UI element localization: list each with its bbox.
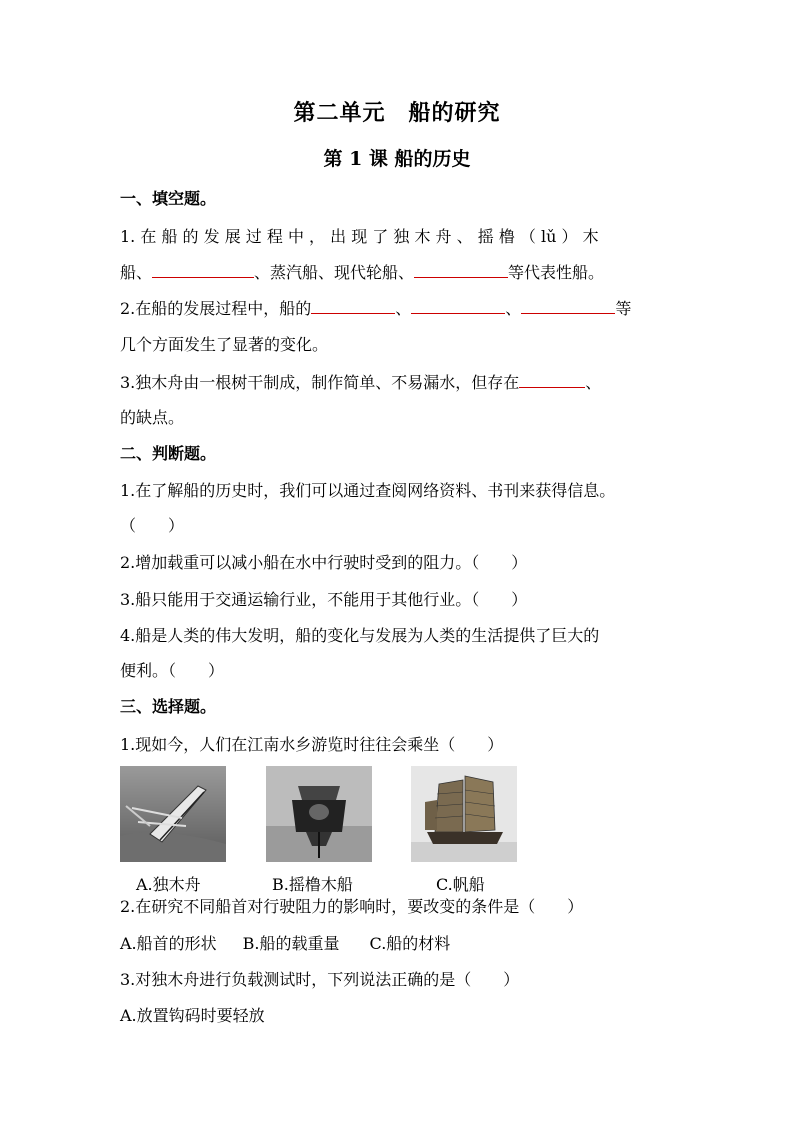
judge-q1-line1: 1.在了解船的历史时，我们可以通过查阅网络资料、书刊来获得信息。 [120,481,616,500]
fill-q3-blank-1[interactable] [519,371,585,388]
sailing-junk-photo [411,766,517,862]
fill-q2-sep-1: 、 [395,299,412,318]
fill-q2-blank-3[interactable] [521,297,615,314]
fill-q1-blank-1[interactable] [152,261,254,278]
choice-q3: 3.对独木舟进行负载测试时，下列说法正确的是（ ） [120,970,520,989]
judge-q4-line2: 便利。（ ） [120,661,225,680]
fill-q1-text: 1. 在 船 的 发 展 过 程 中 ， 出 现 了 独 木 舟 、 摇 橹 （ lǔ ） 木 [120,227,599,246]
judge-q3: 3.船只能用于交通运输行业，不能用于其他行业。（ ） [120,590,528,609]
fill-q3-part-a: 3.独木舟由一根树干制成，制作简单、不易漏水，但存在 [120,373,520,392]
canoe-photo [120,766,226,862]
judge-q1-answer-bracket[interactable]: （ ） [120,516,185,535]
fill-q1-blank-2[interactable] [414,261,508,278]
fill-q2-sep-2: 、 [505,299,522,318]
fill-q3-end: 、 [585,373,602,392]
sculling-boat-photo [266,766,372,862]
fill-q1-line2 [120,260,604,283]
judge-q2: 2.增加载重可以减小船在水中行驶时受到的阻力。（ ） [120,553,528,572]
lesson-title: 第 1 课 船的历史 [323,148,471,170]
judge-q4-line1: 4.船是人类的伟大发明，船的变化与发展为人类的生活提供了巨大的 [120,626,600,645]
fill-q2-end: 等 [615,299,632,318]
fill-q2-line2: 几个方面发生了显著的变化。 [120,335,329,354]
choice-q2-option-c[interactable]: C.船的材料 [369,934,451,953]
fill-q1-part-b: 、蒸汽船、现代轮船、 [254,263,415,282]
fill-q1-line1 [120,224,675,247]
page-title: 第二单元 船的研究 [293,100,501,126]
choice-q3-option-a[interactable]: A.放置钩码时要轻放 [120,1006,265,1025]
section-judge-heading: 二、判断题。 [120,444,217,463]
fill-q2-blank-2[interactable] [411,297,505,314]
choice-q1-option-a[interactable]: A.独木舟 [136,875,201,894]
fill-q2-part-a: 2.在船的发展过程中，船的 [120,299,312,318]
choice-q1-option-c[interactable]: C.帆船 [436,875,485,894]
fill-q3-line1 [120,370,601,393]
fill-q1-part-a: 船、 [120,263,153,282]
fill-q2-blank-1[interactable] [311,297,395,314]
choice-q1: 1.现如今，人们在江南水乡游览时往往会乘坐（ ） [120,735,504,754]
fill-q3-line2: 的缺点。 [120,408,185,427]
choice-q2-option-b[interactable]: B.船的载重量 [242,934,340,953]
choice-q2: 2.在研究不同船首对行驶阻力的影响时，要改变的条件是（ ） [120,897,584,916]
choice-q2-option-a[interactable]: A.船首的形状 [120,934,217,953]
fill-q2-line1 [120,296,631,319]
choice-q1-option-b[interactable]: B.摇橹木船 [272,875,353,894]
section-fill-heading: 一、填空题。 [120,189,217,208]
section-choice-heading: 三、选择题。 [120,697,217,716]
fill-q1-part-c: 等代表性船。 [508,263,605,282]
choice-q2-options [120,931,450,954]
